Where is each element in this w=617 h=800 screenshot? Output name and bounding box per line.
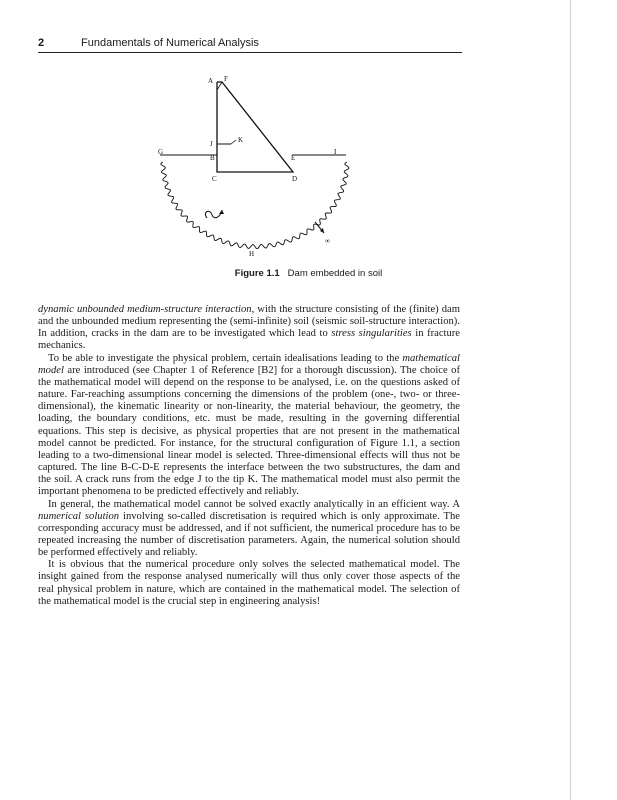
label-E: E xyxy=(291,154,296,162)
running-header xyxy=(38,37,462,51)
text-run: , with the structure consisting of the (finite) dam and the unbounded medium representing the (semi-infinite) soil (seismic soil-structure interaction). In addition, cracks in the dam are to be investigated which lead to xyxy=(38,304,461,340)
label-C: C xyxy=(212,175,217,183)
figure-caption-text: Dam embedded in soil xyxy=(287,268,383,279)
label-D: D xyxy=(292,175,298,183)
figure-caption-label: Figure 1.1 xyxy=(234,268,280,279)
paragraph xyxy=(38,304,460,353)
label-G: G xyxy=(158,148,164,156)
italic-run: numerical solution xyxy=(38,510,120,522)
dam-diagram xyxy=(150,70,360,270)
dam-crest-corner xyxy=(217,82,222,90)
text-run: It is obvious that the numerical procedure only solves the selected mathematical model. The insight gained from the response analysed numerically will thus only cover those aspects of the real physical problem in nature, which are contained in the mathematical model. The selection of the mathematical model is the crucial step in engineering analysis! xyxy=(38,559,460,607)
italic-run: dynamic unbounded medium-structure interaction xyxy=(38,304,252,315)
body-text xyxy=(38,304,460,608)
page-number: 2 xyxy=(38,37,45,49)
soil-boundary xyxy=(161,162,349,249)
label-B: B xyxy=(210,154,215,162)
label-H: H xyxy=(249,250,255,258)
label-K: K xyxy=(238,136,244,144)
label-A: A xyxy=(208,77,214,85)
figure-caption xyxy=(0,268,617,279)
dam-outline xyxy=(217,82,296,172)
header-rule xyxy=(38,52,462,53)
page-edge-rule xyxy=(570,0,571,800)
label-I: I xyxy=(334,148,337,156)
text-run: in fracture mechanics. xyxy=(38,328,461,352)
label-J: J xyxy=(210,140,213,148)
label-infinity: ∞ xyxy=(325,237,330,245)
paragraph xyxy=(38,353,460,499)
text-run: In general, the mathematical model cannot be solved exactly analytically in an efficient way. A xyxy=(48,498,460,510)
crack-tip-leader xyxy=(231,140,236,144)
text-run: involving so-called discretisation is required which is only approximate. The corresponding accuracy must be addressed, and if not sufficient, the numerical procedure has to be repeated increasing the number of discretisation parameters. Again, the numerical solution should be performed effectively and reliably. xyxy=(38,510,461,559)
text-run: To be able to investigate the physical problem, certain idealisations leading to the xyxy=(48,352,403,364)
text-run: are introduced (see Chapter 1 of Reference [B2] for a thorough discussion). The choice of the mathematical model will depend on the response to be analysed, i.e. on the questions asked of nature. Far-reaching assumptions concerning the dimensions of the problem (one-, two- or three-dimensional), the kinematic linearity or non-linearity, the material behaviour, the geometry, the loading, the boundary conditions, etc. must be made, resulting in the governing differential equations. This step is decisive, as physical properties that are not present in the mathematical model cannot be predicted. For instance, for the structural configuration of Figure 1.1, a section leading to a two-dimensional linear model is selected. Three-dimensional effects will thus not be captured. The line B-C-D-E represents the interface between the two substructures, the dam and the soil. A crack runs from the edge J to the tip K. The mathematical model must also permit the important phenomena to be predicted effectively and reliably. xyxy=(38,364,460,498)
running-title: Fundamentals of Numerical Analysis xyxy=(81,37,259,49)
paragraph xyxy=(38,499,460,560)
italic-run: stress singularities xyxy=(331,328,412,340)
dam-figure xyxy=(150,70,360,270)
italic-run: mathematical model xyxy=(38,352,460,376)
paragraph xyxy=(38,559,460,608)
label-F: F xyxy=(224,75,228,83)
